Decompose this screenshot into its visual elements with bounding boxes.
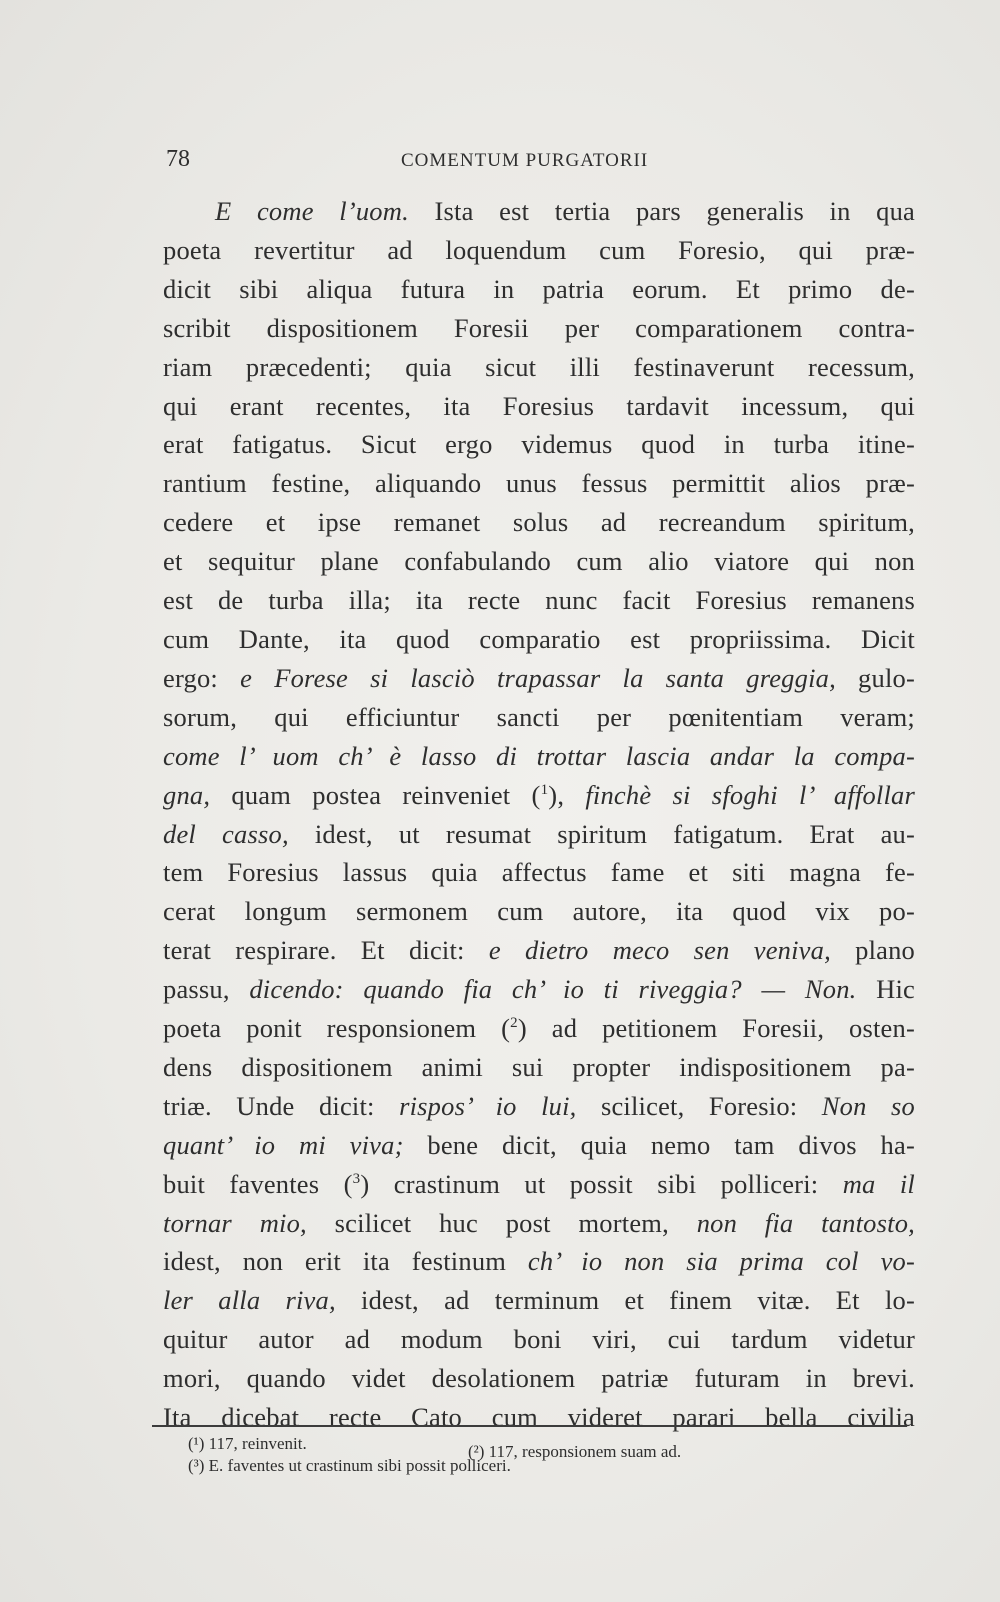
text-line <box>163 931 915 970</box>
text-line <box>163 1126 915 1165</box>
italic-quote: ler alla riva, <box>163 1285 336 1316</box>
text-line <box>163 1359 915 1398</box>
footnotes <box>188 1433 828 1477</box>
footnote-3 <box>188 1455 511 1477</box>
italic-quote: del casso, <box>163 818 289 849</box>
italic-quote: quant’ io mi viva; <box>163 1129 404 1160</box>
text-line <box>163 892 915 931</box>
text-line <box>163 464 915 503</box>
text-run: poeta ponit responsionem ( <box>163 1013 511 1044</box>
text-line <box>163 348 915 387</box>
text-line <box>163 776 915 815</box>
italic-quote: ma il <box>842 1168 915 1199</box>
text-run: idest, ut resumat spiritum fatigatum. Erat au- <box>288 818 916 849</box>
text-line <box>163 1281 915 1320</box>
text-line <box>163 1087 915 1126</box>
text-line <box>163 698 915 737</box>
footnote-text: 117, reinvenit. <box>204 1434 307 1453</box>
footnote-text: E. faventes ut crastinum sibi possit polliceri. <box>204 1456 511 1475</box>
text-run: riam præcedenti; quia sicut illi festinaverunt recessum, <box>163 351 915 382</box>
text-run: Hic <box>856 974 915 1005</box>
text-line <box>163 387 915 426</box>
text-run: cerat longum sermonem cum autore, ita quod vix po- <box>163 896 915 927</box>
footnote-text: 117, responsionem suam ad. <box>484 1442 682 1461</box>
text-run: dens dispositionem animi sui propter indispositionem pa- <box>163 1051 915 1082</box>
text-run: ), <box>548 779 586 810</box>
text-run: tem Foresius lassus quia affectus fame et siti magna fe- <box>163 857 915 888</box>
text-run: terat respirare. Et dicit: <box>163 935 489 966</box>
text-run: qui erant recentes, ita Foresius tardavit incessum, qui <box>163 390 915 421</box>
text-run: est de turba illa; ita recte nunc facit Foresius remanens <box>163 585 915 616</box>
text-run: Ita dicebat recte Cato cum videret parari bella civilia <box>163 1402 915 1433</box>
text-line <box>163 620 915 659</box>
italic-quote: dicendo: quando fia ch’ io ti riveggia? — Non. <box>249 974 857 1005</box>
footnote-row <box>188 1455 828 1477</box>
footnote-ref: 2 <box>510 1015 518 1032</box>
text-run: ergo: <box>163 662 241 693</box>
text-line <box>163 231 915 270</box>
footnote-marker: (²) <box>468 1442 485 1461</box>
footnote-marker: (³) <box>188 1456 205 1475</box>
text-run: cum Dante, ita quod comparatio est propriissima. Dicit <box>163 623 915 654</box>
text-line <box>163 425 915 464</box>
text-run: quam postea reinveniet ( <box>210 779 541 810</box>
text-run: ) ad petitionem Foresii, osten- <box>517 1013 915 1044</box>
text-line <box>163 192 915 231</box>
italic-quote: non fia tantosto, <box>696 1207 915 1238</box>
text-run: mori, quando videt desolationem patriæ futuram in brevi. <box>163 1363 915 1394</box>
text-run: scilicet, Foresio: <box>576 1090 822 1121</box>
text-line <box>163 1165 915 1204</box>
text-line <box>163 542 915 581</box>
text-line <box>163 1242 915 1281</box>
text-run: gulo- <box>835 662 915 693</box>
text-run: bene dicit, quia nemo tam divos ha- <box>403 1129 915 1160</box>
running-head <box>166 146 886 178</box>
text-line <box>163 970 915 1009</box>
footnote-1 <box>188 1433 307 1455</box>
footnote-ref: 1 <box>540 781 549 798</box>
text-run: Ista est tertia pars generalis in qua <box>408 196 915 226</box>
text-line <box>163 659 915 698</box>
text-run: passu, <box>163 974 250 1005</box>
text-run: dicit sibi aliqua futura in patria eorum. Et primo de- <box>163 273 915 304</box>
text-run: scilicet huc post mortem, <box>306 1207 697 1238</box>
text-run: quitur autor ad modum boni viri, cui tardum videtur <box>163 1324 915 1355</box>
text-line <box>163 737 915 776</box>
italic-quote: Non so <box>821 1090 915 1121</box>
italic-quote: e Forese si lasciò trapassar la santa greggia, <box>240 662 836 693</box>
text-line <box>163 1009 915 1048</box>
text-line <box>163 270 915 309</box>
footnote-row <box>188 1433 828 1461</box>
text-run: sorum, qui efficiuntur sancti per pœnitentiam veram; <box>163 701 915 732</box>
text-run: triæ. Unde dicit: <box>163 1090 400 1121</box>
footnote-ref: 3 <box>352 1170 361 1187</box>
text-run: et sequitur plane confabulando cum alio viatore qui non <box>163 546 915 577</box>
text-run: buit faventes ( <box>163 1168 353 1199</box>
text-line <box>163 1320 915 1359</box>
footnote-rule <box>152 1425 907 1427</box>
text-line <box>163 1204 915 1243</box>
text-run: ) crastinum ut possit sibi polliceri: <box>360 1168 843 1199</box>
text-run: idest, non erit ita festinum <box>163 1246 528 1277</box>
running-title: COMENTUM PURGATORII <box>401 150 649 171</box>
italic-quote: come l’ uom ch’ è lasso di trottar lascia andar la compa- <box>163 740 915 771</box>
italic-quote: tornar mio, <box>163 1207 307 1238</box>
text-line <box>163 309 915 348</box>
text-run: idest, ad terminum et finem vitæ. Et lo- <box>335 1285 915 1316</box>
body-text <box>163 192 915 1437</box>
text-run: poeta revertitur ad loquendum cum Foresio, qui præ- <box>163 234 915 265</box>
page-number: 78 <box>166 146 190 172</box>
text-line <box>163 815 915 854</box>
footnote-marker: (¹) <box>188 1434 205 1453</box>
text-run: erat fatigatus. Sicut ergo videmus quod in turba itine- <box>163 429 915 460</box>
italic-quote: e dietro meco sen veniva, <box>488 935 831 966</box>
italic-quote: finchè si sfoghi l’ affollar <box>585 779 915 810</box>
italic-quote: E come l’uom. <box>215 196 409 226</box>
text-run: scribit dispositionem Foresii per comparationem contra- <box>163 312 915 343</box>
text-run: cedere et ipse remanet solus ad recreandum spiritum, <box>163 507 915 538</box>
italic-quote: ch’ io non sia prima col vo- <box>527 1246 916 1277</box>
text-run: rantium festine, aliquando unus fessus permittit alios præ- <box>163 468 915 499</box>
text-line <box>163 853 915 892</box>
text-line <box>163 1398 915 1437</box>
text-line <box>163 581 915 620</box>
text-line <box>163 503 915 542</box>
text-run: plano <box>830 935 915 966</box>
italic-quote: rispos’ io lui, <box>399 1090 577 1121</box>
italic-quote: gna, <box>163 779 211 810</box>
text-line <box>163 1048 915 1087</box>
